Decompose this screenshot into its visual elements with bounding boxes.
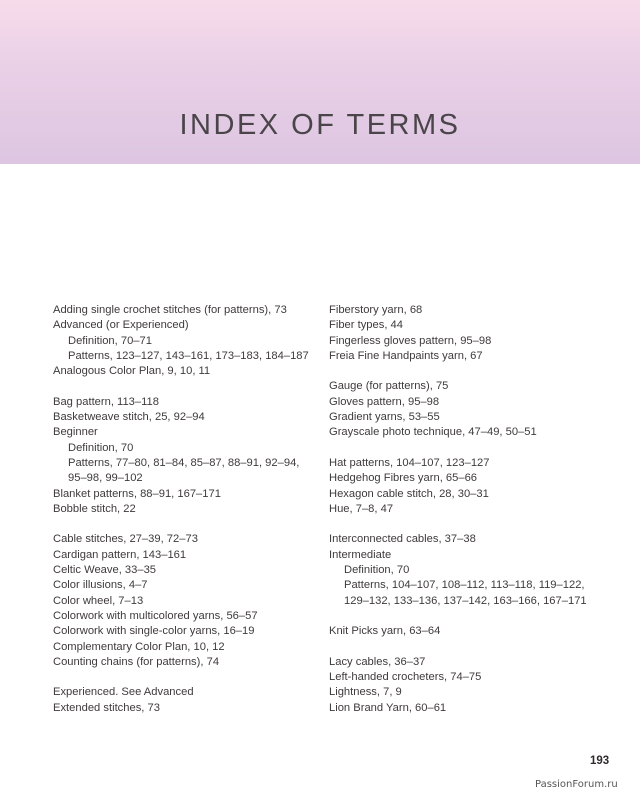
- index-entry: Hue, 7–8, 47: [329, 502, 394, 515]
- index-entry: Colorwork with single-color yarns, 16–19: [53, 625, 255, 638]
- index-entry: Hat patterns, 104–107, 123–127: [329, 456, 490, 469]
- index-entry: Advanced (or Experienced): [53, 319, 189, 332]
- index-subentry: Patterns, 77–80, 81–84, 85–87, 88–91, 92–94,: [68, 456, 300, 469]
- index-entry: Fingerless gloves pattern, 95–98: [329, 334, 492, 347]
- index-entry: Knit Picks yarn, 63–64: [329, 625, 441, 638]
- index-subentry: 95–98, 99–102: [68, 472, 143, 485]
- index-entry: Fiber types, 44: [329, 319, 403, 332]
- index-entry: Celtic Weave, 33–35: [53, 564, 157, 577]
- index-entry: Gradient yarns, 53–55: [329, 411, 440, 424]
- group-spacer: [329, 441, 619, 456]
- page-title: INDEX OF TERMS: [179, 109, 461, 141]
- index-column-left: [53, 303, 333, 716]
- index-entry: Gloves pattern, 95–98: [329, 395, 440, 408]
- index-entry: Counting chains (for patterns), 74: [53, 655, 220, 668]
- index-entry: Colorwork with multicolored yarns, 56–57: [53, 609, 258, 622]
- index-entry: Hexagon cable stitch, 28, 30–31: [329, 487, 489, 500]
- index-entry: Beginner: [53, 426, 98, 439]
- index-subentry: Definition, 70–71: [68, 334, 152, 347]
- index-entry: Complementary Color Plan, 10, 12: [53, 640, 225, 653]
- index-subentry: Definition, 70: [344, 564, 410, 577]
- index-entry: Fiberstory yarn, 68: [329, 304, 423, 316]
- group-spacer: [329, 517, 619, 532]
- index-entry: Grayscale photo technique, 47–49, 50–51: [329, 426, 537, 439]
- group-spacer: [53, 517, 333, 532]
- index-entry: Hedgehog Fibres yarn, 65–66: [329, 472, 478, 485]
- index-subentry: Definition, 70: [68, 441, 134, 454]
- index-subentry: 129–132, 133–136, 137–142, 163–166, 167–171: [344, 594, 587, 607]
- index-entry: Analogous Color Plan, 9, 10, 11: [53, 365, 211, 378]
- index-entry: Bobble stitch, 22: [53, 502, 136, 515]
- index-subentry: Patterns, 104–107, 108–112, 113–118, 119–122,: [344, 579, 585, 592]
- index-entry: Gauge (for patterns), 75: [329, 380, 449, 393]
- index-entry: Lion Brand Yarn, 60–61: [329, 701, 447, 714]
- index-entry: Intermediate: [329, 548, 392, 561]
- group-spacer: [53, 670, 333, 685]
- group-spacer: [329, 640, 619, 655]
- index-entry: Interconnected cables, 37–38: [329, 533, 476, 546]
- group-spacer: [53, 379, 333, 394]
- index-entry: Cardigan pattern, 143–161: [53, 548, 187, 561]
- index-subentry: Patterns, 123–127, 143–161, 173–183, 184–187: [68, 349, 309, 362]
- page-number: 193: [590, 755, 610, 767]
- index-entry: Color wheel, 7–13: [53, 594, 144, 607]
- index-entry: Cable stitches, 27–39, 72–73: [53, 533, 198, 546]
- index-entry: Lightness, 7, 9: [329, 686, 402, 699]
- index-entry: Bag pattern, 113–118: [53, 395, 159, 408]
- index-entry: Extended stitches, 73: [53, 701, 160, 714]
- index-entry: Blanket patterns, 88–91, 167–171: [53, 487, 221, 500]
- index-column-right: [329, 303, 619, 716]
- index-entry: Left-handed crocheters, 74–75: [329, 671, 482, 684]
- watermark: PassionForum.ru: [535, 779, 618, 790]
- index-entry: Lacy cables, 36–37: [329, 655, 426, 668]
- index-entry: Color illusions, 4–7: [53, 579, 148, 592]
- group-spacer: [329, 609, 619, 624]
- index-entry: Adding single crochet stitches (for patterns), 73: [53, 304, 287, 316]
- index-entry: Freia Fine Handpaints yarn, 67: [329, 349, 483, 362]
- index-entry: Basketweave stitch, 25, 92–94: [53, 411, 205, 424]
- header-band: [0, 0, 640, 164]
- index-entry: Experienced. See Advanced: [53, 686, 194, 699]
- group-spacer: [329, 364, 619, 379]
